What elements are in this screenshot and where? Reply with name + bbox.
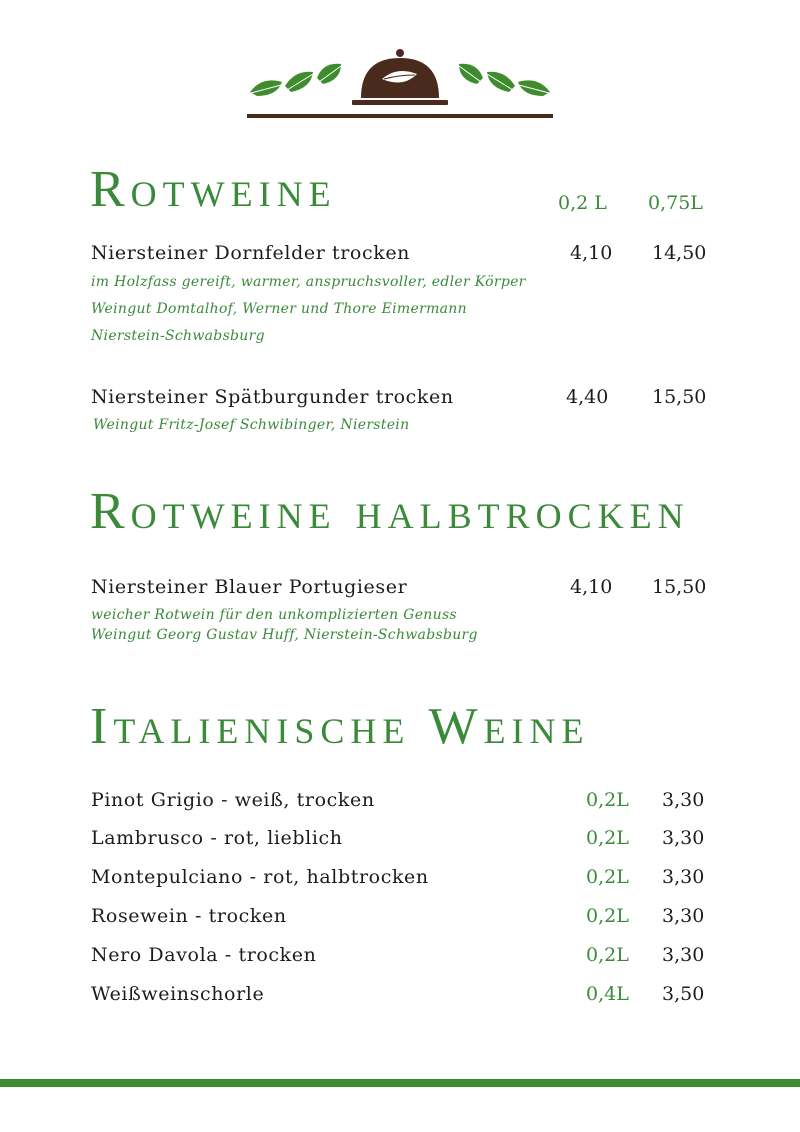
wine-name: Nero Davola - trocken [91,944,317,966]
section-heading-rotweine: Rotweine [90,161,337,218]
wine-name: Niersteiner Spätburgunder trocken [91,386,454,408]
wine-price: 3,30 [662,789,705,811]
wine-name: Weißweinschorle [91,983,265,1005]
wine-price: 3,30 [662,866,705,888]
wine-origin: Nierstein-Schwabsburg [91,328,265,344]
wine-size: 0,4L [586,983,629,1005]
wine-size: 0,2L [586,944,629,966]
wine-name: Lambrusco - rot, lieblich [91,827,343,849]
wine-producer: Weingut Georg Gustav Huff, Nierstein-Schwabsburg [91,627,478,643]
price-large: 15,50 [652,576,707,598]
wine-price: 3,30 [662,827,705,849]
cloche-with-leaves-icon [247,44,553,122]
wine-size: 0,2L [586,789,629,811]
wine-producer: Weingut Domtalhof, Werner und Thore Eimermann [91,301,467,317]
wine-price: 3,30 [662,944,705,966]
price-small: 4,40 [566,386,609,408]
wine-size: 0,2L [586,905,629,927]
section-heading-italienische-weine: Italienische Weine [90,698,590,755]
price-small: 4,10 [570,576,613,598]
wine-description: weicher Rotwein für den unkomplizierten Genuss [91,607,457,623]
section-heading-rotweine-halbtrocken: Rotweine halbtrocken [90,483,690,540]
column-header-large: 0,75L [648,192,703,214]
wine-name: Rosewein - trocken [91,905,287,927]
price-large: 14,50 [652,242,707,264]
wine-size: 0,2L [586,866,629,888]
wine-producer: Weingut Fritz-Josef Schwibinger, Nierstein [93,417,410,433]
wine-price: 3,30 [662,905,705,927]
footer-bar [0,1079,800,1087]
price-small: 4,10 [570,242,613,264]
wine-name: Niersteiner Dornfelder trocken [91,242,411,264]
wine-description: im Holzfass gereift, warmer, anspruchsvoller, edler Körper [91,274,526,290]
wine-name: Niersteiner Blauer Portugieser [91,576,408,598]
wine-size: 0,2L [586,827,629,849]
column-header-small: 0,2 L [558,192,607,214]
wine-name: Pinot Grigio - weiß, trocken [91,789,375,811]
wine-price: 3,50 [662,983,705,1005]
price-large: 15,50 [652,386,707,408]
wine-name: Montepulciano - rot, halbtrocken [91,866,429,888]
